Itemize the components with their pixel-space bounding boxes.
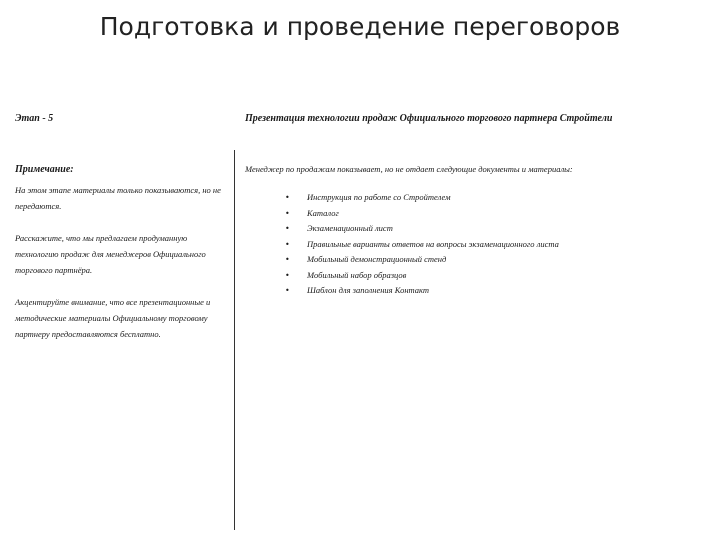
bullet-icon: • xyxy=(285,286,290,295)
list-item-label: Правильные варианты ответов на вопросы экзаменационного листа xyxy=(307,238,559,249)
note-body xyxy=(15,182,227,358)
materials-list xyxy=(245,190,559,299)
note-paragraph: Расскажите, что мы предлагаем продуманную технологию продаж для менеджеров Официального торгового партнёра. xyxy=(15,233,206,275)
list-item xyxy=(245,283,559,299)
bullet-icon: • xyxy=(285,208,290,218)
bullet-icon: • xyxy=(285,193,290,202)
list-item-label: Экзаменационный лист xyxy=(307,223,393,233)
bullet-icon: • xyxy=(285,270,290,280)
list-item-label: Инструкция по работе со Стройтелем xyxy=(307,192,451,202)
bullet-icon: • xyxy=(285,255,290,264)
bullet-icon: • xyxy=(285,239,290,249)
stage-label: Этап - 5 xyxy=(15,113,54,124)
list-item xyxy=(245,190,559,206)
list-item xyxy=(245,268,559,284)
list-item-label: Шаблон для заполнения Контакт xyxy=(307,285,430,295)
list-item xyxy=(245,221,559,237)
list-item-label: Каталог xyxy=(307,207,339,218)
note-paragraph: Акцентируйте внимание, что все презентационные и методические материалы Официальному торговому партнеру предоставляются бесплатно. xyxy=(15,297,211,339)
page-title: Подготовка и проведение переговоров xyxy=(99,12,621,41)
column-divider xyxy=(234,150,235,530)
list-item-label: Мобильный набор образцов xyxy=(307,269,407,280)
note-title: Примечание: xyxy=(15,164,74,175)
presentation-intro: Менеджер по продажам показывает, но не отдает следующие документы и материалы: xyxy=(245,164,573,174)
list-item-label: Мобильный демонстрационный стенд xyxy=(307,254,447,264)
bullet-icon: • xyxy=(285,224,290,233)
list-item xyxy=(245,206,559,222)
note-paragraph: На этом этапе материалы только показываются, но не передаются. xyxy=(15,185,221,211)
list-item xyxy=(245,237,559,253)
presentation-title: Презентация технологии продаж Официального торгового партнера Стройтели xyxy=(245,113,613,124)
list-item xyxy=(245,252,559,268)
